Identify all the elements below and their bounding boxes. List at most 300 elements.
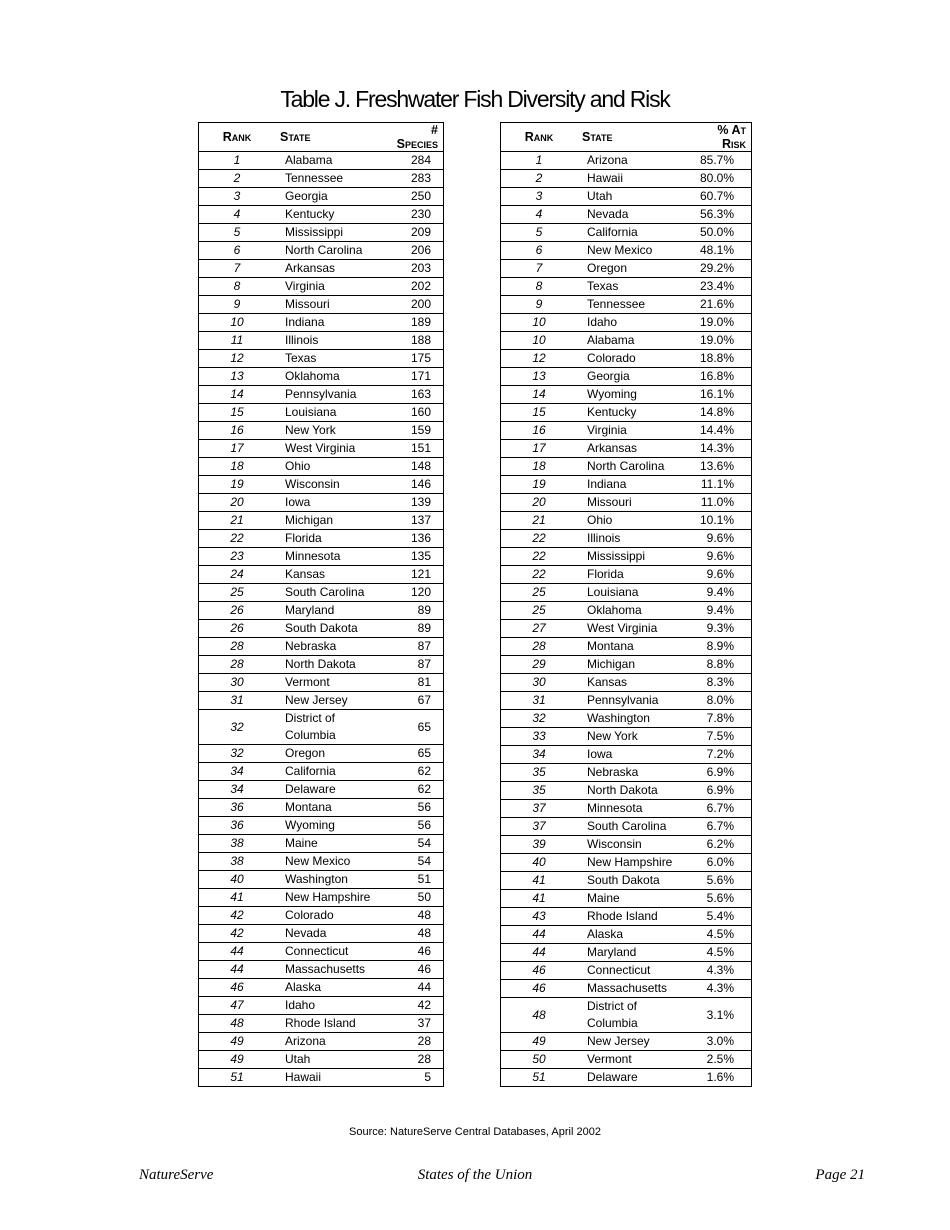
rank-cell: 50: [501, 1051, 578, 1069]
value-cell: 21.6%: [688, 296, 751, 314]
page-title: Table J. Freshwater Fish Diversity and Risk: [280, 86, 670, 112]
value-cell: 8.0%: [688, 692, 751, 710]
state-cell: Oklahoma: [577, 602, 688, 620]
rank-cell: 41: [501, 872, 578, 890]
species-table-body: [199, 152, 444, 1087]
rank-cell: 31: [501, 692, 578, 710]
value-cell: 175: [385, 350, 443, 368]
rank-cell: 24: [199, 566, 276, 584]
rank-cell: 47: [199, 997, 276, 1015]
rank-cell: 51: [230, 1070, 244, 1084]
value-cell: 5: [424, 1070, 431, 1084]
table-row: [199, 871, 444, 889]
rank-cell: 36: [199, 799, 276, 817]
state-cell: Delaware: [275, 781, 385, 799]
rank-cell: 6: [199, 242, 276, 260]
state-cell: Vermont: [275, 674, 385, 692]
state-cell: Tennessee: [577, 296, 688, 314]
state-cell: Indiana: [577, 476, 688, 494]
table-row: [501, 350, 752, 368]
value-cell: 146: [385, 476, 443, 494]
table-row: [501, 620, 752, 638]
state-cell: Missouri: [275, 296, 385, 314]
state-cell: South Dakota: [577, 872, 688, 890]
value-cell: 54: [385, 835, 443, 853]
state-cell: Connecticut: [275, 943, 385, 961]
table-row: [199, 386, 444, 404]
state-cell: Nevada: [577, 206, 688, 224]
value-cell: 250: [385, 188, 443, 206]
rank-cell: 22: [501, 548, 578, 566]
table-row: [501, 1069, 752, 1087]
table-row: [501, 332, 752, 350]
value-cell: 13.6%: [688, 458, 751, 476]
value-cell: 9.6%: [688, 566, 751, 584]
value-cell: 284: [385, 152, 443, 170]
state-cell: New Jersey: [577, 1033, 688, 1051]
rank-cell: 4: [199, 206, 276, 224]
state-cell: North Dakota: [275, 656, 385, 674]
state-cell: New Hampshire: [275, 889, 385, 907]
rank-header: Rank: [501, 123, 578, 152]
table-row: [199, 278, 444, 296]
state-cell: West Virginia: [577, 620, 688, 638]
rank-cell: 5: [501, 224, 578, 242]
table-row: [199, 763, 444, 781]
rank-cell: 19: [501, 476, 578, 494]
state-cell: Washington: [275, 871, 385, 889]
table-row: [501, 458, 752, 476]
state-cell: Nevada: [275, 925, 385, 943]
rank-cell: 7: [501, 260, 578, 278]
value-cell: 81: [385, 674, 443, 692]
source-note: Source: NatureServe Central Databases, April 2002: [349, 1126, 601, 1138]
value-cell: 65: [385, 710, 443, 745]
table-row: [199, 943, 444, 961]
table-row: [501, 656, 752, 674]
table-row: [199, 692, 444, 710]
value-cell: 6.7%: [688, 818, 751, 836]
value-cell: 230: [385, 206, 443, 224]
rank-cell: 1: [501, 152, 578, 170]
footer-organization: NatureServe: [139, 1167, 214, 1183]
rank-cell: 3: [199, 188, 276, 206]
rank-cell: 44: [501, 944, 578, 962]
state-cell: Alabama: [577, 332, 688, 350]
rank-cell: 15: [501, 404, 578, 422]
value-cell: 148: [385, 458, 443, 476]
state-cell: South Carolina: [275, 584, 385, 602]
value-cell: 87: [385, 638, 443, 656]
state-cell: Minnesota: [275, 548, 385, 566]
state-cell: Arkansas: [275, 260, 385, 278]
table-row: [501, 710, 752, 728]
table-row: [501, 188, 752, 206]
value-cell: 171: [385, 368, 443, 386]
value-cell: 28: [385, 1033, 443, 1051]
rank-cell: 32: [199, 745, 276, 763]
table-row: [501, 926, 752, 944]
value-cell: 51: [385, 871, 443, 889]
rank-cell: 3: [501, 188, 578, 206]
table-row: [199, 296, 444, 314]
rank-cell: 2: [501, 170, 578, 188]
value-cell: 4.5%: [688, 944, 751, 962]
table-row: [501, 800, 752, 818]
table-row: [501, 530, 752, 548]
value-cell: 7.5%: [688, 728, 751, 746]
state-cell: Virginia: [275, 278, 385, 296]
state-cell: Florida: [275, 530, 385, 548]
state-cell: Arizona: [577, 152, 688, 170]
state-cell: Wisconsin: [577, 836, 688, 854]
rank-cell: 35: [501, 764, 578, 782]
state-cell: Montana: [577, 638, 688, 656]
rank-cell: 16: [501, 422, 578, 440]
table-row: [199, 350, 444, 368]
state-cell: Virginia: [577, 422, 688, 440]
state-cell: Utah: [577, 188, 688, 206]
table-row: [199, 440, 444, 458]
state-cell: California: [577, 224, 688, 242]
rank-cell: 4: [501, 206, 578, 224]
state-cell: North Carolina: [577, 458, 688, 476]
table-row: [199, 745, 444, 763]
rank-cell: 48: [199, 1015, 276, 1033]
rank-cell: 42: [199, 925, 276, 943]
value-cell: 139: [385, 494, 443, 512]
state-cell: Iowa: [577, 746, 688, 764]
rank-cell: 7: [199, 260, 276, 278]
table-row: [199, 170, 444, 188]
value-cell: 48.1%: [688, 242, 751, 260]
value-cell: 56: [385, 817, 443, 835]
value-cell: 136: [385, 530, 443, 548]
state-cell: Maryland: [577, 944, 688, 962]
table-row: [501, 872, 752, 890]
state-cell: Wyoming: [577, 386, 688, 404]
table-row: [199, 638, 444, 656]
rank-cell: 46: [501, 962, 578, 980]
value-cell: 14.8%: [688, 404, 751, 422]
rank-cell: 12: [501, 350, 578, 368]
footer-publication: States of the Union: [417, 1167, 533, 1183]
table-row: [501, 512, 752, 530]
state-cell: Alaska: [577, 926, 688, 944]
table-row: [501, 296, 752, 314]
value-cell: 16.1%: [688, 386, 751, 404]
table-row: [199, 817, 444, 835]
state-cell: Nebraska: [577, 764, 688, 782]
rank-cell: 44: [199, 961, 276, 979]
state-cell: Alaska: [275, 979, 385, 997]
risk-table: [500, 122, 752, 1087]
value-cell: 14.3%: [688, 440, 751, 458]
value-cell: 23.4%: [688, 278, 751, 296]
table-row: [199, 530, 444, 548]
state-cell: Michigan: [275, 512, 385, 530]
rank-cell: 2: [199, 170, 276, 188]
rank-cell: 38: [199, 835, 276, 853]
table-row: [199, 584, 444, 602]
state-cell: Georgia: [275, 188, 385, 206]
value-cell: 28: [385, 1051, 443, 1069]
rank-cell: 26: [199, 620, 276, 638]
rank-cell: 46: [501, 980, 578, 998]
state-cell: Vermont: [577, 1051, 688, 1069]
rank-cell: 49: [501, 1033, 578, 1051]
table-row: [199, 188, 444, 206]
table-row: [199, 224, 444, 242]
value-cell: 163: [385, 386, 443, 404]
table-row: [501, 674, 752, 692]
state-cell: Maryland: [275, 602, 385, 620]
rank-cell: 44: [199, 943, 276, 961]
value-cell: 9.4%: [688, 584, 751, 602]
rank-cell: 40: [199, 871, 276, 889]
species-table: [198, 122, 444, 1087]
table-row: [199, 494, 444, 512]
table-row: [199, 674, 444, 692]
value-cell: 11.0%: [688, 494, 751, 512]
state-cell: Mississippi: [275, 224, 385, 242]
rank-cell: 1: [199, 152, 276, 170]
rank-cell: 14: [501, 386, 578, 404]
value-cell: 206: [385, 242, 443, 260]
rank-cell: 13: [199, 368, 276, 386]
rank-cell: 30: [501, 674, 578, 692]
rank-cell: 25: [501, 584, 578, 602]
value-cell: 6.2%: [688, 836, 751, 854]
state-cell: Delaware: [587, 1070, 638, 1084]
state-cell: Rhode Island: [577, 908, 688, 926]
value-cell: 8.3%: [688, 674, 751, 692]
state-cell: Pennsylvania: [577, 692, 688, 710]
rank-header: Rank: [199, 123, 276, 152]
rank-cell: 15: [199, 404, 276, 422]
value-cell: 56: [385, 799, 443, 817]
rank-cell: 8: [501, 278, 578, 296]
state-cell: Iowa: [275, 494, 385, 512]
value-cell: 5.4%: [688, 908, 751, 926]
state-cell: Illinois: [577, 530, 688, 548]
table-row: [501, 818, 752, 836]
footer-page-number: Page 21: [815, 1167, 865, 1183]
state-cell: Pennsylvania: [275, 386, 385, 404]
state-cell: Wisconsin: [275, 476, 385, 494]
rank-cell: 14: [199, 386, 276, 404]
state-cell: Missouri: [577, 494, 688, 512]
rank-cell: 48: [501, 998, 578, 1033]
table-row: [501, 692, 752, 710]
table-row: [199, 1033, 444, 1051]
value-cell: 3.0%: [688, 1033, 751, 1051]
rank-cell: 18: [199, 458, 276, 476]
state-cell: New York: [275, 422, 385, 440]
table-row: [501, 944, 752, 962]
value-cell: 120: [385, 584, 443, 602]
rank-cell: 43: [501, 908, 578, 926]
table-row: [501, 602, 752, 620]
state-cell: New Hampshire: [577, 854, 688, 872]
table-row: [501, 494, 752, 512]
rank-cell: 37: [501, 818, 578, 836]
state-cell: Idaho: [577, 314, 688, 332]
rank-cell: 25: [199, 584, 276, 602]
table-row: [199, 656, 444, 674]
value-cell: 151: [385, 440, 443, 458]
value-cell: 4.3%: [688, 980, 751, 998]
value-cell: 87: [385, 656, 443, 674]
state-cell: Ohio: [577, 512, 688, 530]
rank-cell: 42: [199, 907, 276, 925]
table-row: [501, 782, 752, 800]
rank-cell: 44: [501, 926, 578, 944]
table-row: [199, 422, 444, 440]
table-row: [199, 1015, 444, 1033]
table-row: [199, 332, 444, 350]
value-cell: 9.6%: [688, 548, 751, 566]
table-row: [199, 853, 444, 871]
rank-cell: 37: [501, 800, 578, 818]
table-row: [501, 368, 752, 386]
table-row: [199, 458, 444, 476]
state-cell: Texas: [577, 278, 688, 296]
value-cell: 19.0%: [688, 332, 751, 350]
value-cell: 16.8%: [688, 368, 751, 386]
rank-cell: 27: [501, 620, 578, 638]
rank-cell: 28: [199, 638, 276, 656]
state-cell: Massachusetts: [577, 980, 688, 998]
rank-cell: 34: [501, 746, 578, 764]
state-cell: North Carolina: [275, 242, 385, 260]
table-row: [199, 1051, 444, 1069]
rank-cell: 49: [199, 1033, 276, 1051]
state-cell: Arizona: [275, 1033, 385, 1051]
table-row: [501, 998, 752, 1033]
table-row: [501, 854, 752, 872]
value-cell: 6.7%: [688, 800, 751, 818]
table-row: [501, 764, 752, 782]
state-cell: Idaho: [275, 997, 385, 1015]
value-cell: 7.8%: [688, 710, 751, 728]
table-row: [199, 404, 444, 422]
rank-cell: 10: [501, 314, 578, 332]
table-row: [501, 548, 752, 566]
rank-cell: 10: [199, 314, 276, 332]
state-cell: Louisiana: [577, 584, 688, 602]
value-cell: 50: [385, 889, 443, 907]
value-cell: 137: [385, 512, 443, 530]
value-cell: 62: [385, 781, 443, 799]
rank-cell: 21: [199, 512, 276, 530]
value-cell: 48: [385, 907, 443, 925]
value-cell: 65: [385, 745, 443, 763]
value-cell: 5.6%: [688, 872, 751, 890]
table-row: [501, 314, 752, 332]
value-cell: 9.6%: [688, 530, 751, 548]
rank-cell: 25: [501, 602, 578, 620]
value-cell: 200: [385, 296, 443, 314]
state-cell: South Carolina: [577, 818, 688, 836]
table-row: [501, 836, 752, 854]
state-cell: California: [275, 763, 385, 781]
rank-cell: 32: [199, 710, 276, 745]
value-cell: 46: [385, 943, 443, 961]
state-cell: Michigan: [577, 656, 688, 674]
rank-cell: 17: [199, 440, 276, 458]
table-row: [501, 1051, 752, 1069]
value-cell: 4.3%: [688, 962, 751, 980]
state-cell: Wyoming: [275, 817, 385, 835]
state-cell: Hawaii: [285, 1070, 322, 1084]
state-cell: Arkansas: [577, 440, 688, 458]
value-cell: 8.8%: [688, 656, 751, 674]
rank-cell: 49: [199, 1051, 276, 1069]
rank-cell: 35: [501, 782, 578, 800]
state-cell: Montana: [275, 799, 385, 817]
rank-cell: 32: [501, 710, 578, 728]
rank-cell: 41: [199, 889, 276, 907]
table-row: [501, 224, 752, 242]
rank-cell: 17: [501, 440, 578, 458]
value-cell: 202: [385, 278, 443, 296]
state-cell: Massachusetts: [275, 961, 385, 979]
value-cell: 121: [385, 566, 443, 584]
rank-cell: 19: [199, 476, 276, 494]
rank-cell: 41: [501, 890, 578, 908]
state-header: State: [275, 123, 385, 152]
rank-cell: 51: [532, 1070, 546, 1084]
table-row: [199, 368, 444, 386]
table-row: [199, 835, 444, 853]
value-cell: 3.1%: [688, 998, 751, 1033]
value-cell: 189: [385, 314, 443, 332]
state-cell: Texas: [275, 350, 385, 368]
table-row: [199, 152, 444, 170]
state-cell: Hawaii: [577, 170, 688, 188]
table-row: [199, 781, 444, 799]
table-row: [501, 746, 752, 764]
rank-cell: 34: [199, 763, 276, 781]
table-row: [199, 566, 444, 584]
rank-cell: 5: [199, 224, 276, 242]
value-cell: 5.6%: [688, 890, 751, 908]
value-cell: 67: [385, 692, 443, 710]
table-row: [501, 242, 752, 260]
table-row: [501, 638, 752, 656]
at-risk-header: % At Risk: [688, 123, 751, 152]
table-row: [501, 980, 752, 998]
value-cell: 50.0%: [688, 224, 751, 242]
value-cell: 42: [385, 997, 443, 1015]
state-cell: New Mexico: [577, 242, 688, 260]
value-cell: 135: [385, 548, 443, 566]
table-row: [501, 440, 752, 458]
state-cell: Colorado: [577, 350, 688, 368]
value-cell: 2.5%: [688, 1051, 751, 1069]
value-cell: 159: [385, 422, 443, 440]
value-cell: 37: [385, 1015, 443, 1033]
rank-cell: 34: [199, 781, 276, 799]
table-row: [199, 242, 444, 260]
value-cell: 209: [385, 224, 443, 242]
state-cell: New York: [577, 728, 688, 746]
rank-cell: 16: [199, 422, 276, 440]
rank-cell: 40: [501, 854, 578, 872]
value-cell: 11.1%: [688, 476, 751, 494]
state-cell: Indiana: [275, 314, 385, 332]
